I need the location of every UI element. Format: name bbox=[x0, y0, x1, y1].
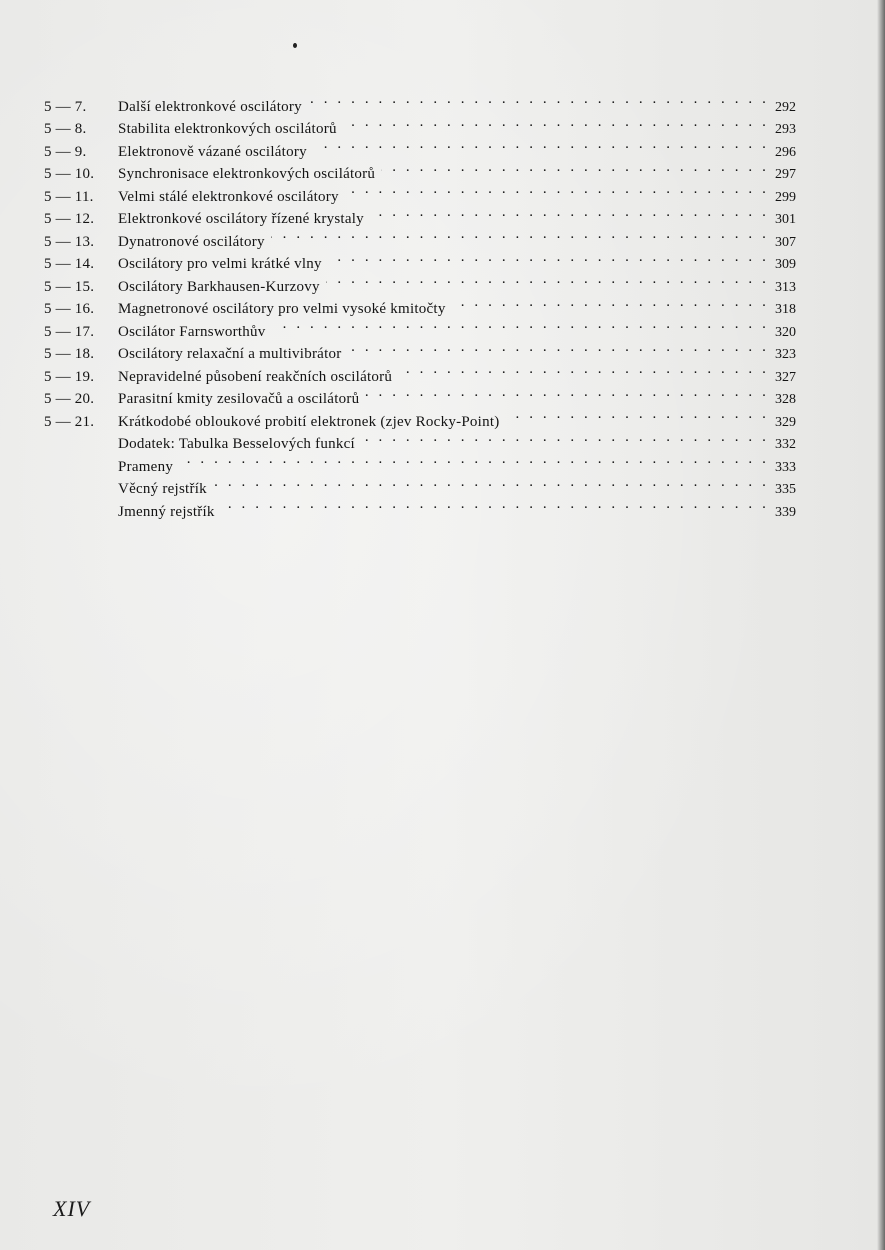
toc-entry-number: 5 — 8. bbox=[44, 121, 87, 137]
toc-entry-page: 296 bbox=[775, 144, 796, 160]
dot-leader bbox=[221, 493, 769, 516]
dot-leader bbox=[506, 403, 770, 426]
toc-entry-number: 5 — 16. bbox=[44, 301, 95, 317]
toc-entry-title: Stabilita elektronkových oscilátorů bbox=[118, 121, 337, 137]
toc-entry-title: Velmi stálé elektronkové oscilátory bbox=[118, 188, 339, 205]
dot-leader bbox=[370, 201, 769, 224]
toc-entry-page: 335 bbox=[775, 482, 796, 497]
toc-entry-page: 333 bbox=[775, 459, 796, 475]
toc-entry-page: 309 bbox=[775, 257, 796, 272]
toc-entry-number: 5 — 14. bbox=[44, 256, 95, 272]
toc-entry-number: 5 — 10. bbox=[44, 166, 95, 182]
dot-leader bbox=[398, 358, 769, 381]
toc-entry-title: Oscilátory Barkhausen-Kurzovy bbox=[118, 278, 320, 295]
dot-leader bbox=[343, 111, 769, 134]
dot-leader bbox=[308, 88, 769, 111]
toc-entry-title: Oscilátor Farnsworthův bbox=[118, 323, 266, 340]
dot-leader bbox=[272, 313, 769, 336]
toc-entry-number: 5 — 18. bbox=[44, 346, 95, 362]
dot-leader bbox=[313, 133, 769, 156]
dot-leader bbox=[328, 246, 769, 269]
toc-entry-page: 339 bbox=[775, 504, 796, 520]
toc-entry-number: 5 — 20. bbox=[44, 391, 95, 407]
page-folio: XIV bbox=[53, 1196, 91, 1221]
toc-entry-title: Dodatek: Tabulka Besselových funkcí bbox=[118, 436, 355, 452]
toc-entry-title: Dynatronové oscilátory bbox=[118, 233, 265, 250]
dot-leader bbox=[213, 471, 769, 494]
toc-entry-page: 329 bbox=[775, 414, 796, 430]
toc-entry-page: 301 bbox=[775, 212, 796, 227]
dot-leader bbox=[365, 381, 769, 404]
dot-leader bbox=[381, 156, 769, 179]
toc-entry-page: 327 bbox=[775, 369, 796, 385]
toc-entry-page: 313 bbox=[775, 279, 796, 295]
toc-entry-number: 5 — 13. bbox=[44, 233, 95, 250]
toc-entry-title: Jmenný rejstřík bbox=[118, 503, 215, 520]
table-of-contents bbox=[44, 88, 796, 520]
toc-entry-title: Další elektronkové oscilátory bbox=[118, 98, 302, 115]
toc-entry-page: 299 bbox=[775, 189, 796, 205]
toc-entry-title: Krátkodobé obloukové probití elektronek (zjev Rocky-Point) bbox=[118, 413, 500, 430]
toc-entry-title: Oscilátory pro velmi krátké vlny bbox=[118, 256, 322, 272]
toc-entry-number: 5 — 17. bbox=[44, 323, 95, 340]
toc-entry-title: Elektronkové oscilátory řízené krystaly bbox=[118, 211, 364, 227]
dot-leader bbox=[452, 291, 769, 314]
toc-entry[interactable] bbox=[44, 88, 796, 115]
toc-entry-number: 5 — 21. bbox=[44, 413, 95, 430]
dot-leader bbox=[326, 268, 769, 291]
toc-entry-title: Synchronisace elektronkových oscilátorů bbox=[118, 166, 376, 182]
toc-entry-page: 293 bbox=[775, 122, 796, 137]
toc-entry-number: 5 — 7. bbox=[44, 98, 87, 115]
toc-entry-page: 318 bbox=[775, 302, 796, 317]
toc-entry-page: 328 bbox=[775, 392, 796, 407]
toc-entry-page: 292 bbox=[775, 99, 796, 115]
toc-entry-title: Elektronově vázané oscilátory bbox=[118, 143, 307, 160]
toc-entry-title: Magnetronové oscilátory pro velmi vysoké kmitočty bbox=[118, 301, 446, 317]
page-edge-shadow bbox=[877, 0, 885, 1250]
toc-entry-page: 297 bbox=[775, 167, 796, 182]
toc-entry-number: 5 — 15. bbox=[44, 278, 95, 295]
toc-entry-number: 5 — 19. bbox=[44, 368, 95, 385]
toc-entry-number: 5 — 9. bbox=[44, 143, 87, 160]
toc-entry-title: Prameny bbox=[118, 458, 174, 475]
print-speck bbox=[293, 43, 297, 48]
toc-entry-number: 5 — 11. bbox=[44, 188, 94, 205]
toc-entry-title: Nepravidelné působení reakčních oscilátorů bbox=[118, 368, 393, 385]
toc-entry-page: 307 bbox=[775, 234, 796, 250]
toc-entry-title: Věcný rejstřík bbox=[118, 481, 207, 497]
toc-entry-number: 5 — 12. bbox=[44, 211, 95, 227]
toc-entry-page: 323 bbox=[775, 347, 796, 362]
toc-entry-title: Oscilátory relaxační a multivibrátor bbox=[118, 346, 342, 362]
toc-entry-page: 320 bbox=[775, 324, 796, 340]
dot-leader bbox=[271, 223, 769, 246]
toc-entry-page: 332 bbox=[775, 437, 796, 452]
toc-entry-title: Parasitní kmity zesilovačů a oscilátorů bbox=[118, 391, 360, 407]
dot-leader bbox=[345, 178, 769, 201]
dot-leader bbox=[361, 426, 769, 449]
dot-leader bbox=[348, 336, 769, 359]
dot-leader bbox=[179, 448, 769, 471]
